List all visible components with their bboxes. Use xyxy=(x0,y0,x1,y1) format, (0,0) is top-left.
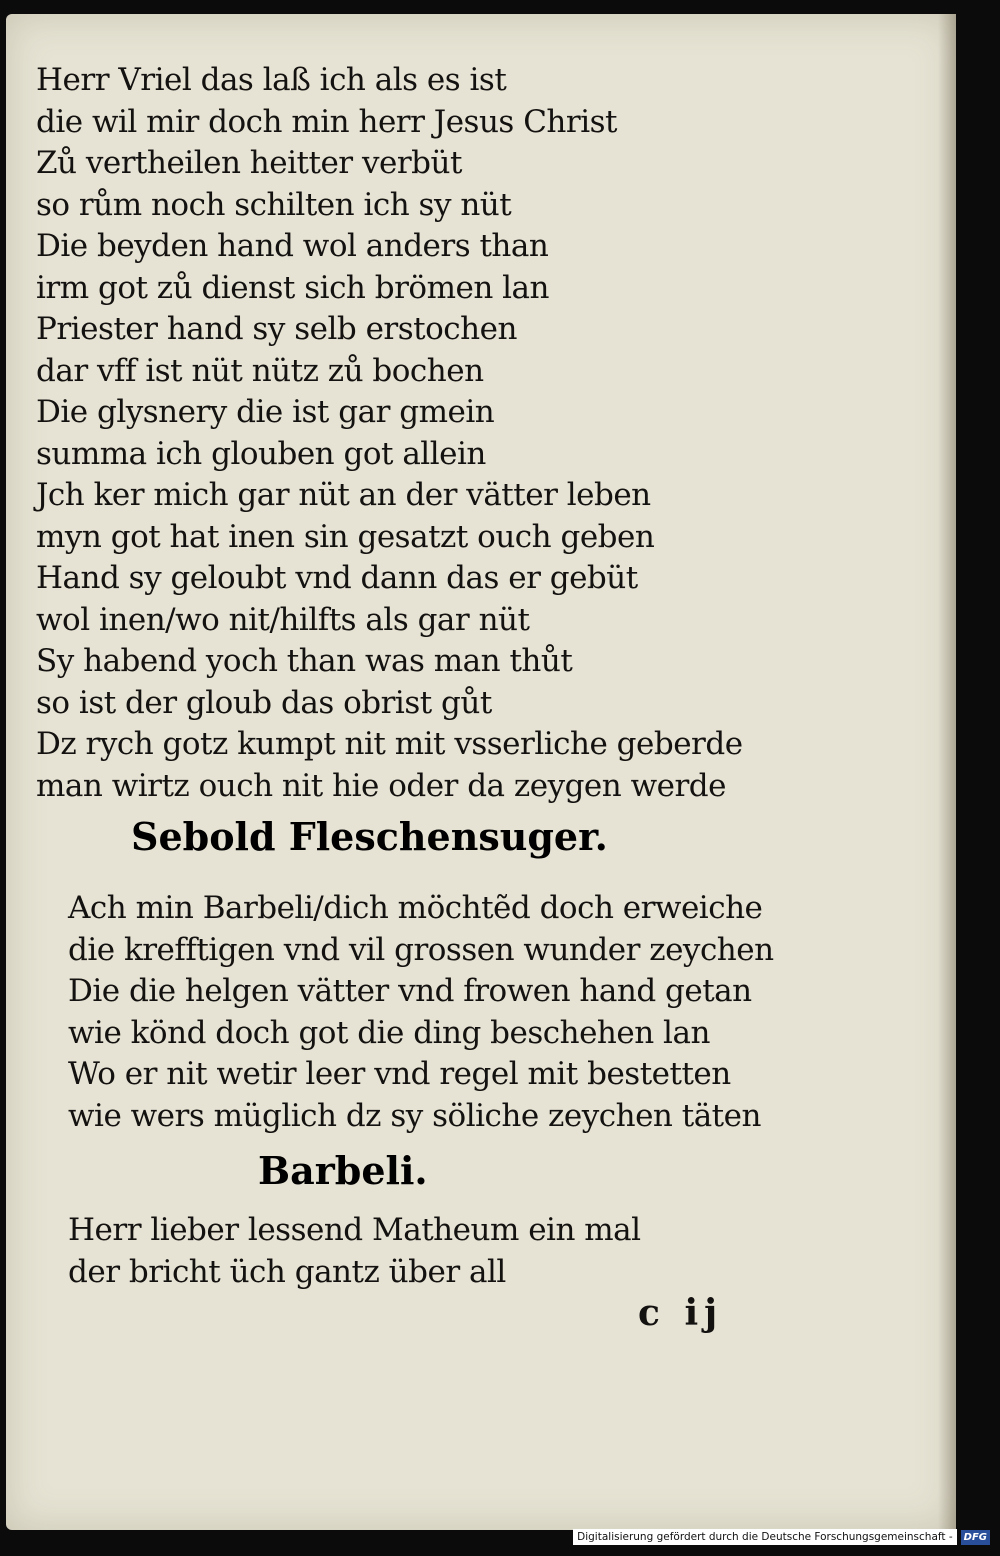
verse-line: irm got zů dienst sich brömen lan xyxy=(36,269,549,306)
verse-line: dar vff ist nüt nütz zů bochen xyxy=(36,352,484,389)
verse-line: myn got hat inen sin gesatzt ouch geben xyxy=(36,518,655,555)
verse-line: Jch ker mich gar nüt an der vätter leben xyxy=(36,477,651,513)
verse-line: Sy habend yoch than was man thůt xyxy=(36,643,573,679)
verse-line: die krefftigen vnd vil grossen wunder zeychen xyxy=(68,931,774,968)
verse-block-2 xyxy=(68,888,956,1137)
verse-line: summa ich glouben got allein xyxy=(36,435,486,472)
verse-line: Hand sy geloubt vnd dann das er gebüt xyxy=(36,560,638,596)
verse-line: so ist der gloub das obrist gůt xyxy=(36,684,492,721)
verse-line: Priester hand sy selb erstochen xyxy=(36,311,517,347)
verse-line: Die die helgen vätter vnd frowen hand getan xyxy=(68,973,752,1009)
verse-block-1 xyxy=(36,60,936,807)
digitization-footer xyxy=(573,1526,990,1548)
verse-line: Die glysnery die ist gar gmein xyxy=(36,394,495,430)
verse-line: Herr Vriel das laß ich als es ist xyxy=(36,62,507,98)
verse-line: wie könd doch got die ding beschehen lan xyxy=(68,1014,710,1051)
speaker-heading: Sebold Fleschensuger. xyxy=(131,814,608,859)
verse-line: Ach min Barbeli/dich möchtẽd doch erweiche xyxy=(68,890,763,926)
book-page xyxy=(6,14,956,1530)
verse-line: Herr lieber lessend Matheum ein mal xyxy=(68,1212,641,1248)
speaker-heading: Barbeli. xyxy=(258,1148,428,1193)
verse-line: der bricht üch gantz über all xyxy=(68,1253,506,1290)
verse-line: wol inen/wo nit/hilfts als gar nüt xyxy=(36,601,530,638)
verse-line: Dz rych gotz kumpt nit mit vsserliche geberde xyxy=(36,726,743,762)
verse-line: Wo er nit wetir leer vnd regel mit bestetten xyxy=(68,1056,731,1092)
verse-line: so rům noch schilten ich sy nüt xyxy=(36,186,512,223)
signature-mark: c ij xyxy=(638,1292,724,1334)
verse-line: wie wers müglich dz sy söliche zeychen täten xyxy=(68,1097,761,1134)
verse-block-3 xyxy=(68,1210,956,1293)
verse-line: Zů vertheilen heitter verbüt xyxy=(36,145,462,181)
verse-line: die wil mir doch min herr Jesus Christ xyxy=(36,103,617,140)
dfg-logo: DFG xyxy=(961,1530,990,1545)
footer-credit: Digitalisierung gefördert durch die Deutsche Forschungsgemeinschaft - xyxy=(573,1529,957,1545)
verse-line: Die beyden hand wol anders than xyxy=(36,228,549,264)
verse-line: man wirtz ouch nit hie oder da zeygen werde xyxy=(36,767,726,804)
